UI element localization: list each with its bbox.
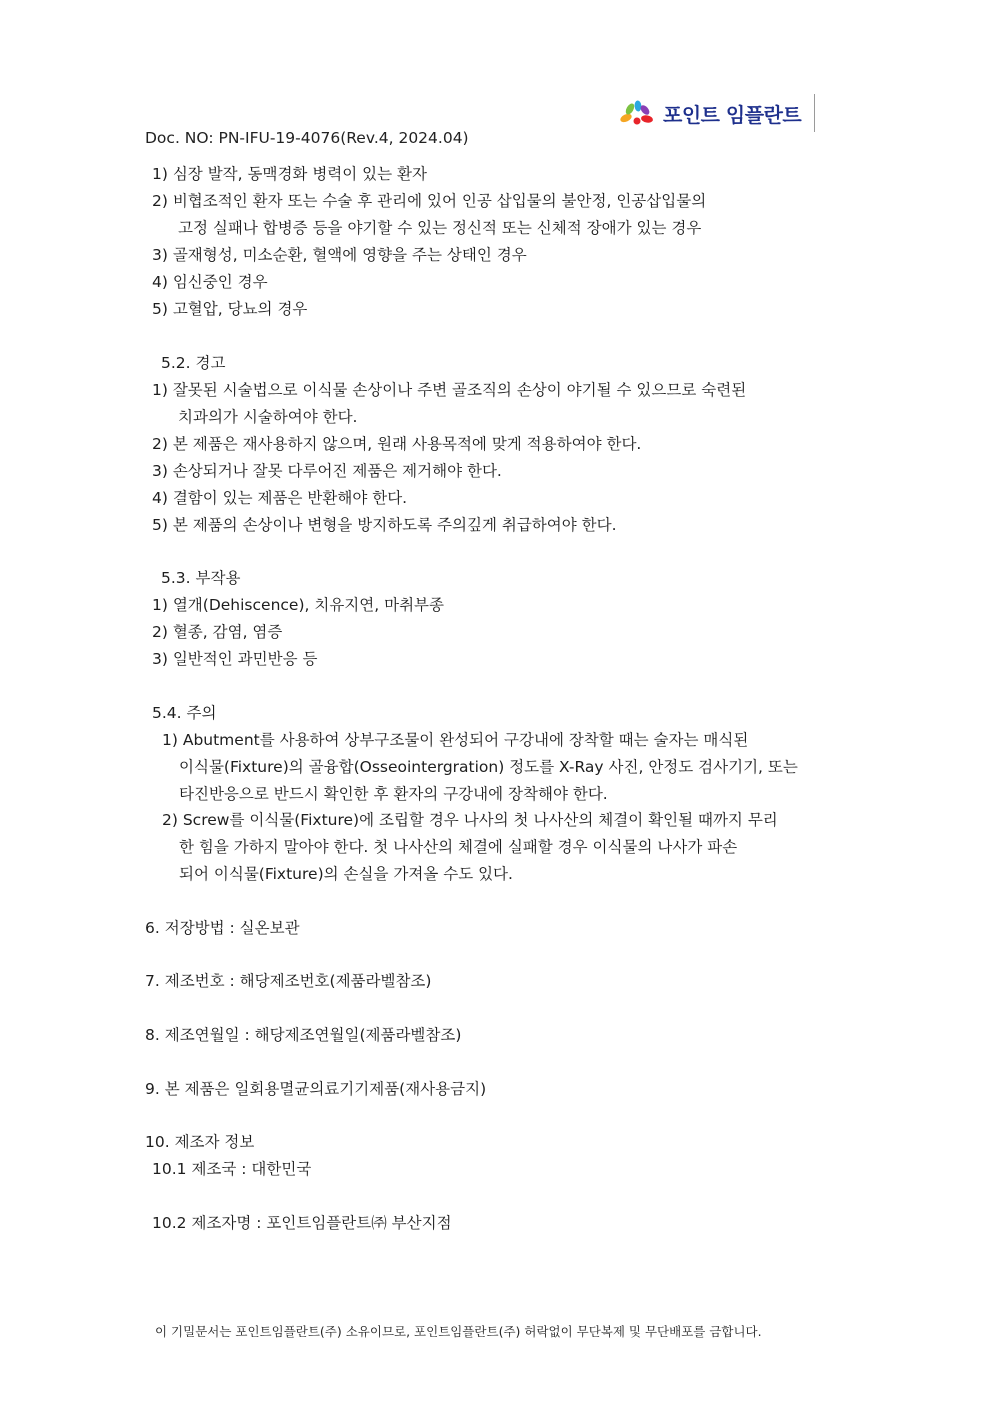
list-item-continuation: 타진반응으로 반드시 확인한 후 환자의 구강내에 장착해야 한다. [179,785,608,803]
section-manufacturer-heading: 10. 제조자 정보 [145,1133,255,1151]
section-storage: 6. 저장방법 : 실온보관 [145,919,300,937]
list-item: 1) 잘못된 시술법으로 이식물 손상이나 주변 골조직의 손상이 야기될 수 있으므로 숙련된 [152,381,747,399]
list-item: 3) 손상되거나 잘못 다루어진 제품은 제거해야 한다. [152,462,502,480]
confidentiality-footer: 이 기밀문서는 포인트임플란트(주) 소유이므로, 포인트임플란트(주) 허락없이 무단복제 및 무단배포를 금합니다. [155,1324,762,1339]
section-heading-caution: 5.4. 주의 [152,704,217,722]
list-item: 2) 혈종, 감염, 염증 [152,623,283,641]
section-manufacture-date: 8. 제조연월일 : 해당제조연월일(제품라벨참조) [145,1026,462,1044]
list-item-continuation: 치과의가 시술하여야 한다. [178,408,358,426]
list-item-continuation: 한 힘을 가하지 말아야 한다. 첫 나사산의 체결에 실패할 경우 이식물의 나사가 파손 [179,838,738,856]
logo-text: 포인트 임플란트 [663,102,802,127]
list-item: 2) 비협조적인 환자 또는 수술 후 관리에 있어 인공 삽입물의 불안정, 인공삽입물의 [152,192,707,210]
list-item: 1) 열개(Dehiscence), 치유지연, 마취부종 [152,596,444,614]
list-item: 2) Screw를 이식물(Fixture)에 조립할 경우 나사의 첫 나사산의 체결이 확인될 때까지 무리 [162,811,778,829]
list-item: 1) Abutment를 사용하여 상부구조물이 완성되어 구강내에 장착할 때는 술자는 매식된 [162,731,749,749]
petal-logo-icon [617,98,657,128]
list-item: 3) 골재형성, 미소순환, 혈액에 영향을 주는 상태인 경우 [152,246,527,264]
manufacturer-name: 10.2 제조자명 : 포인트임플란트㈜ 부산지점 [152,1214,452,1232]
manufacturer-country: 10.1 제조국 : 대한민국 [152,1160,312,1178]
list-item: 1) 심장 발작, 동맥경화 병력이 있는 환자 [152,165,427,183]
section-heading-warning: 5.2. 경고 [161,354,226,372]
list-item-continuation: 되어 이식물(Fixture)의 손실을 가져올 수도 있다. [179,865,513,883]
section-serial-number: 7. 제조번호 : 해당제조번호(제품라벨참조) [145,972,432,990]
company-logo [613,94,815,132]
list-item: 5) 고혈압, 당뇨의 경우 [152,300,308,318]
list-item: 2) 본 제품은 재사용하지 않으며, 원래 사용목적에 맞게 적용하여야 한다. [152,435,642,453]
list-item: 3) 일반적인 과민반응 등 [152,650,318,668]
document-number: Doc. NO: PN-IFU-19-4076(Rev.4, 2024.04) [145,129,469,147]
section-single-use: 9. 본 제품은 일회용멸균의료기기제품(재사용금지) [145,1080,487,1098]
section-heading-side-effects: 5.3. 부작용 [161,569,241,587]
list-item: 5) 본 제품의 손상이나 변형을 방지하도록 주의깊게 취급하여야 한다. [152,516,617,534]
list-item: 4) 임신중인 경우 [152,273,268,291]
list-item-continuation: 이식물(Fixture)의 골융합(Osseointergration) 정도를 X-Ray 사진, 안정도 검사기기, 또는 [179,758,798,776]
list-item: 4) 결함이 있는 제품은 반환해야 한다. [152,489,408,507]
list-item-continuation: 고정 실패나 합병증 등을 야기할 수 있는 정신적 또는 신체적 장애가 있는 경우 [178,219,702,237]
